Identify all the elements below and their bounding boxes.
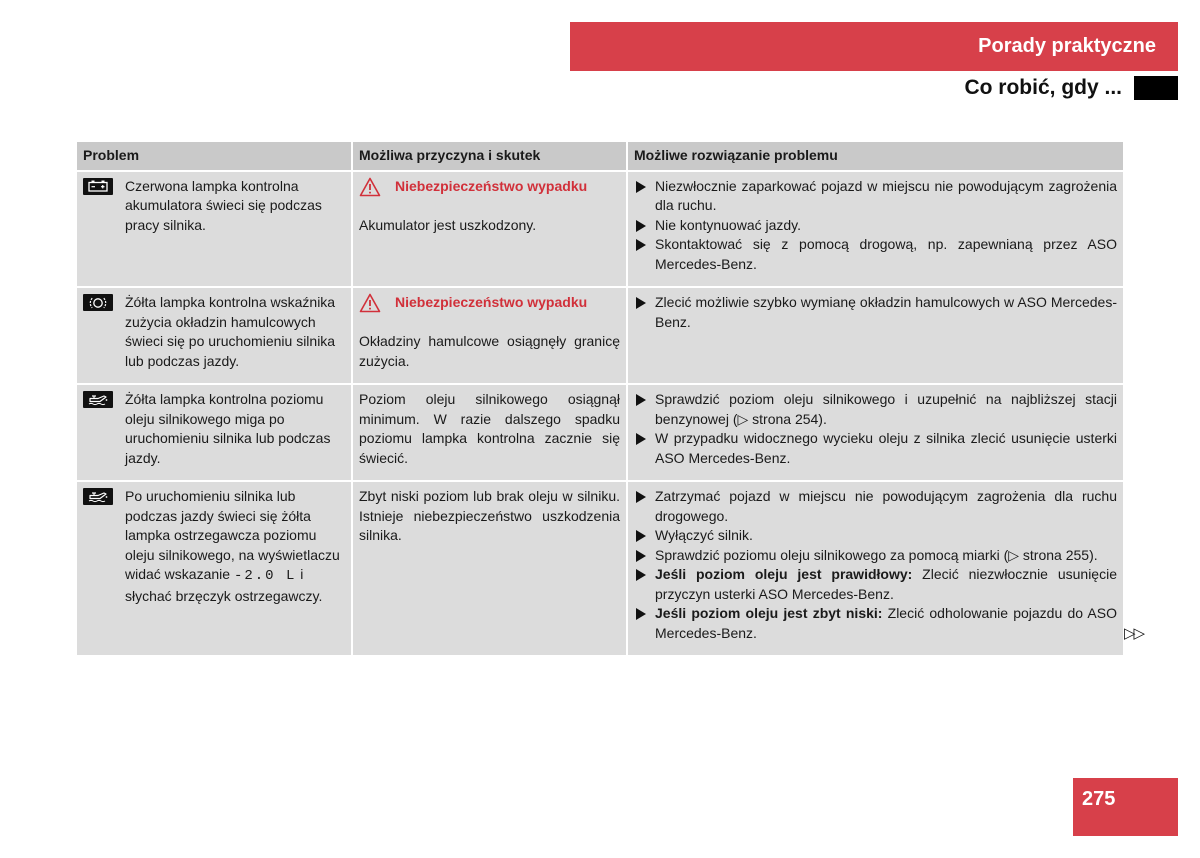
- problem-text: Żółta lampka kontrolna poziomu oleju silnikowego miga po uruchomieniu silnika lub podczas jazdy.: [125, 391, 331, 466]
- solution-action: Zlecić niezwłocznie usunięcie przyczyn usterki ASO Mercedes-Benz.: [655, 566, 1117, 602]
- page-subtitle: Co robić, gdy ...: [964, 76, 1122, 99]
- column-header-cause: Możliwa przyczyna i skutek: [352, 142, 627, 171]
- solution-item: Skontaktować się z pomocą drogową, np. zapewnianą przez ASO Mercedes-Benz.: [634, 235, 1117, 274]
- cause-text: Zbyt niski poziom lub brak oleju w silniku. Istnieje niebezpieczeństwo uszkodzenia silnika.: [359, 488, 620, 543]
- table-row: [77, 287, 1123, 384]
- solution-condition: Jeśli poziom oleju jest zbyt niski:: [655, 605, 883, 621]
- table-header-row: [77, 142, 1123, 171]
- problem-text-start: Po uruchomieniu silnika lub podczas jazdy świeci się żółta lampka ostrzegawcza poziomu oleju silnikowego, na wyświetlaczu widać wskazanie: [125, 488, 340, 582]
- solution-item: Sprawdzić poziomu oleju silnikowego za pomocą miarki (▷ strona 255).: [634, 546, 1117, 566]
- solution-item: Nie kontynuować jazdy.: [634, 216, 1117, 236]
- solution-item: Wyłączyć silnik.: [634, 526, 1117, 546]
- warning-label: Niebezpieczeństwo wypadku: [395, 294, 588, 311]
- solution-action: Zlecić odholowanie pojazdu do ASO Mercedes-Benz.: [655, 605, 1117, 641]
- section-title: Porady praktyczne: [978, 35, 1156, 57]
- solution-item: Zatrzymać pojazd w miejscu nie powodującym zagrożenia dla ruchu drogowego.: [634, 487, 1117, 526]
- brake-pad-wear-icon: [83, 294, 113, 311]
- table-row: [77, 171, 1123, 288]
- table-row: [77, 384, 1123, 481]
- solution-item: Niezwłocznie zaparkować pojazd w miejscu nie powodującym zagrożenia dla ruchu.: [634, 177, 1117, 216]
- problem-text: [125, 487, 345, 606]
- continued-marker: ▷▷: [1124, 625, 1144, 642]
- cause-text: Poziom oleju silnikowego osiągnął minimum. W razie dalszego spadku poziomu lampka kontrolna zacznie się świecić.: [359, 391, 620, 466]
- warning-label: Niebezpieczeństwo wypadku: [395, 177, 588, 194]
- oil-level-icon: [83, 488, 113, 505]
- page-number: 275: [1073, 778, 1178, 836]
- solution-condition: Jeśli poziom oleju jest prawidłowy:: [655, 566, 913, 582]
- cause-cell: [352, 171, 627, 288]
- solution-cell: [627, 171, 1123, 288]
- problem-text: Czerwona lampka kontrolna akumulatora świeci się podczas pracy silnika.: [125, 177, 322, 233]
- solution-item: [634, 565, 1117, 604]
- table-row: [77, 481, 1123, 655]
- solution-item: W przypadku widocznego wycieku oleju z silnika zlecić usunięcie usterki ASO Mercedes-Benz.: [634, 429, 1117, 468]
- solution-cell: [627, 481, 1123, 655]
- accident-warning: [359, 177, 620, 197]
- column-header-solution: Możliwe rozwiązanie problemu: [627, 142, 1123, 171]
- problem-text-end: i słychać brzęczyk ostrzegawczy.: [125, 566, 323, 604]
- problem-cell: [77, 384, 352, 481]
- solution-cell: [627, 287, 1123, 384]
- problem-cell: [77, 481, 352, 655]
- cause-cell: [352, 287, 627, 384]
- warning-triangle-icon: [359, 177, 381, 197]
- accident-warning: [359, 293, 620, 313]
- cause-cell: [352, 481, 627, 655]
- problem-text: Żółta lampka kontrolna wskaźnika zużycia okładzin hamulcowych świeci się po uruchomieniu silnika lub podczas jazdy.: [125, 294, 336, 369]
- solution-cell: [627, 384, 1123, 481]
- solution-item: Zlecić możliwie szybko wymianę okładzin hamulcowych w ASO Mercedes-Benz.: [634, 293, 1117, 332]
- troubleshooting-table: [77, 142, 1123, 655]
- problem-cell: [77, 287, 352, 384]
- warning-triangle-icon: [359, 293, 381, 313]
- solution-item: Sprawdzić poziom oleju silnikowego i uzupełnić na najbliższej stacji benzynowej (▷ strona 254).: [634, 390, 1117, 429]
- problem-cell: [77, 171, 352, 288]
- oil-level-icon: [83, 391, 113, 408]
- thumb-tab-marker: [1134, 76, 1178, 100]
- display-reading: -2.0 L: [233, 568, 297, 584]
- battery-icon: [83, 178, 113, 195]
- cause-cell: [352, 384, 627, 481]
- section-title-bar: [570, 22, 1178, 71]
- cause-text: Akumulator jest uszkodzony.: [359, 216, 537, 233]
- column-header-problem: Problem: [77, 142, 352, 171]
- cause-text: Okładziny hamulcowe osiągnęły granicę zużycia.: [359, 333, 620, 369]
- solution-item: [634, 604, 1117, 643]
